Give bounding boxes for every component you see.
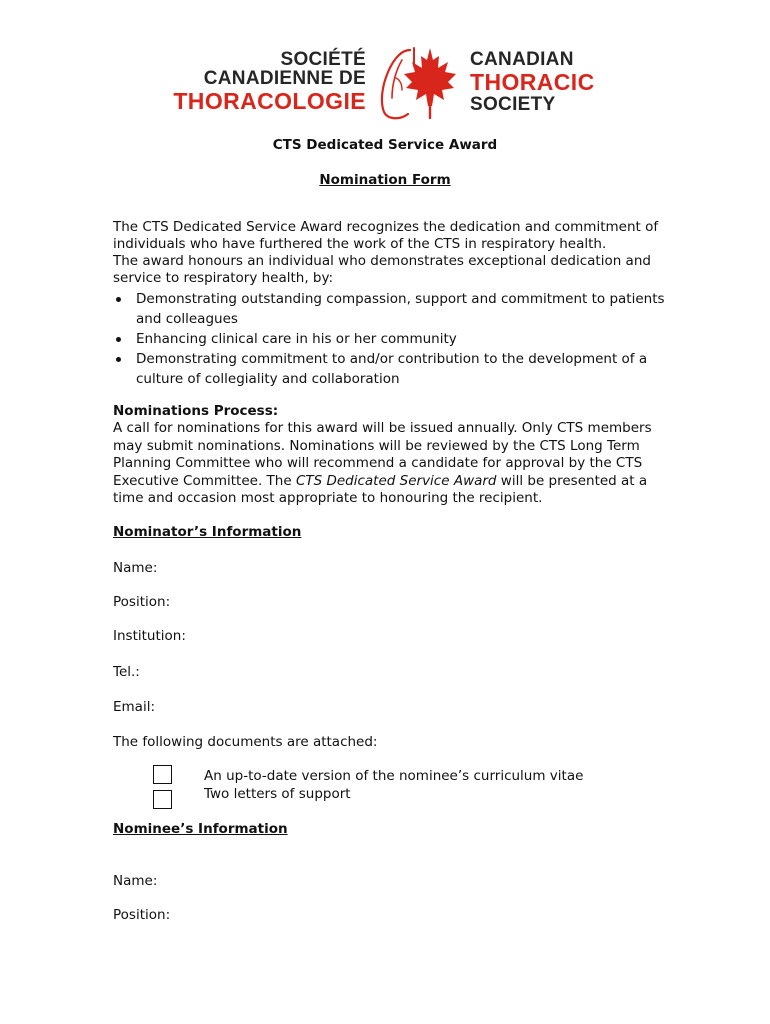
cv-checkbox-label: An up-to-date version of the nominee’s curriculum vitae: [204, 768, 584, 784]
nominee-position-label: Position:: [113, 907, 171, 923]
nominee-heading: Nominee’s Information: [113, 821, 288, 837]
nominator-email-label: Email:: [113, 699, 156, 715]
bullet-icon: [116, 337, 121, 342]
nominator-position-label: Position:: [113, 594, 171, 610]
lungs-maple-leaf-icon: [372, 44, 464, 122]
nominator-heading: Nominator’s Information: [113, 524, 302, 540]
criteria-item-text: Demonstrating outstanding compassion, support and commitment to patients and colleagues: [136, 291, 665, 327]
process-text-after: will be presented at a time and occasion most appropriate to honouring the recipient.: [113, 472, 648, 506]
bullet-icon: [116, 357, 121, 362]
intro-paragraph: [113, 219, 673, 287]
criteria-item: [113, 289, 673, 329]
logo-english-line2: THORACIC: [470, 69, 595, 95]
logo-french-wordmark: [173, 50, 366, 114]
logo-french-line3: THORACOLOGIE: [173, 88, 366, 114]
letters-checkbox-label: Two letters of support: [204, 786, 351, 802]
logo-english-line1: CANADIAN: [470, 49, 574, 70]
nominator-name-label: Name:: [113, 560, 158, 576]
logo-english-line3: SOCIETY: [470, 94, 556, 115]
nominee-name-label: Name:: [113, 873, 158, 889]
letters-checkbox[interactable]: [153, 790, 172, 809]
cts-logo: [173, 44, 595, 120]
process-text-before: A call for nominations for this award will be issued annually. Only CTS members may submit nominations. Nominations will be reviewed by the CTS Long Term Planning Committee who will recommend a candidate for approval by the CTS Executive Committee. The: [113, 420, 652, 489]
process-heading: Nominations Process:: [113, 403, 279, 419]
criteria-item: [113, 349, 673, 389]
cv-checkbox[interactable]: [153, 765, 172, 784]
document-subtitle: Nomination Form: [319, 172, 451, 188]
logo-english-wordmark: [470, 50, 595, 114]
criteria-item: [113, 329, 673, 349]
bullet-icon: [116, 297, 121, 302]
intro-line: The award honours an individual who demonstrates exceptional dedication and: [113, 253, 651, 269]
criteria-list: [113, 289, 673, 389]
nominator-tel-label: Tel.:: [113, 664, 140, 680]
intro-line: service to respiratory health, by:: [113, 270, 334, 286]
intro-line: The CTS Dedicated Service Award recognizes the dedication and commitment of: [113, 219, 659, 235]
logo-french-line2: CANADIENNE DE: [203, 68, 366, 89]
logo-french-line1: SOCIÉTÉ: [280, 49, 366, 70]
intro-line: individuals who have furthered the work of the CTS in respiratory health.: [113, 236, 607, 252]
process-paragraph: [113, 420, 658, 508]
document-title: CTS Dedicated Service Award: [272, 137, 498, 153]
criteria-item-text: Demonstrating commitment to and/or contribution to the development of a culture of collegiality and collaboration: [136, 351, 648, 387]
criteria-item-text: Enhancing clinical care in his or her community: [136, 331, 457, 347]
nominator-institution-label: Institution:: [113, 628, 186, 644]
attachments-heading: The following documents are attached:: [113, 734, 378, 750]
process-award-name: CTS Dedicated Service Award: [295, 472, 497, 489]
